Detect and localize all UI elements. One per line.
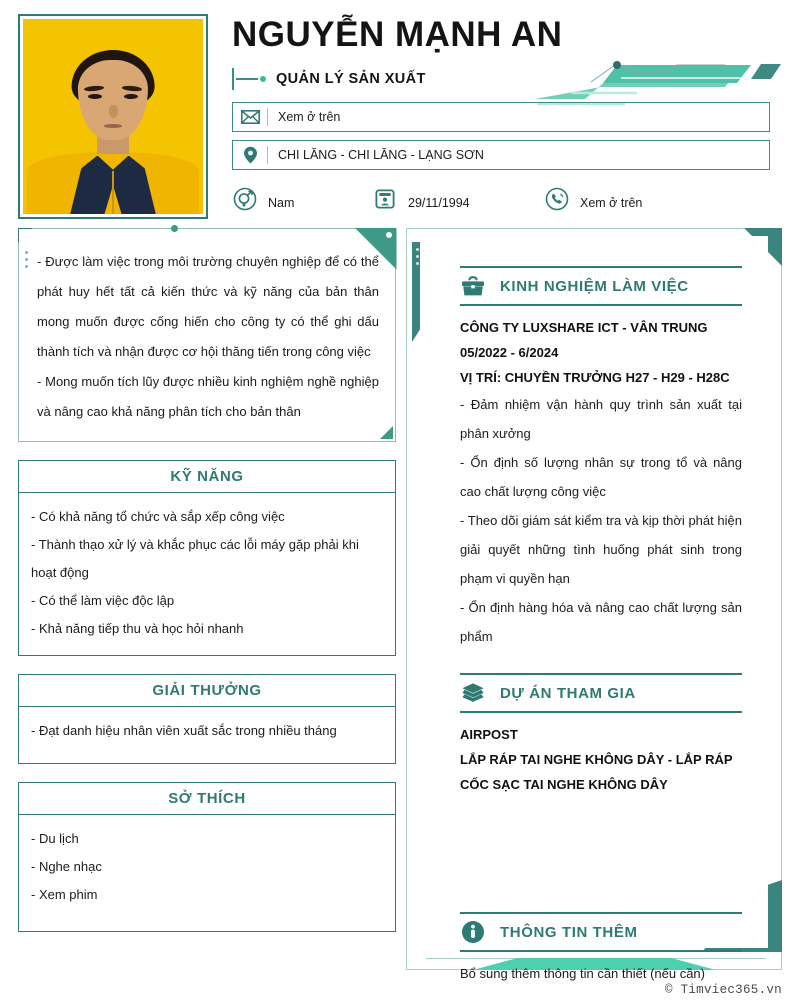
right-panel-content [420,236,768,981]
title-line-marker [236,78,258,80]
dotted-accent [25,251,28,272]
contact-address-row[interactable] [232,140,770,170]
experience-bullet: - Theo dõi giám sát kiểm tra và kịp thời phát hiện giải quyết những tình huống phát sinh trong phạm vi quyền hạn [460,513,742,586]
title-dot-marker [260,76,266,82]
calendar-icon [372,186,398,212]
hobbies-box [18,782,396,932]
briefcase-icon [460,276,486,297]
more-info-title: THÔNG TIN THÊM [500,923,638,941]
job-title-row [232,68,426,90]
phone-field[interactable] [544,178,646,212]
hobbies-title: SỞ THÍCH [19,783,395,815]
right-column [406,228,782,981]
awards-body [19,707,395,763]
objective-box [18,228,396,442]
address-value: CHI LĂNG - CHI LĂNG - LẠNG SƠN [278,148,484,162]
left-column [18,228,396,932]
phone-icon [544,186,570,212]
project-description: LẮP RÁP TAI NGHE KHÔNG DÂY - LẮP RÁP CỐC SẠC TAI NGHE KHÔNG DÂY [460,752,733,792]
list-item: - Khả năng tiếp thu và học hỏi nhanh [31,621,244,636]
experience-period: 05/2022 - 6/2024 [460,345,559,360]
top-notch-line [169,228,369,230]
birthdate-field[interactable] [372,178,474,212]
info-icon [460,920,486,944]
awards-title: GIẢI THƯỞNG [19,675,395,707]
list-item: - Nghe nhạc [31,859,102,874]
awards-box [18,674,396,764]
top-notch-dot [171,225,178,232]
footer-copyright: © Timviec365.vn [664,983,782,997]
experience-company: CÔNG TY LUXSHARE ICT - VÂN TRUNG [460,320,708,335]
list-item: - Du lịch [31,831,79,846]
experience-bullet: - Ổn định số lượng nhân sự trong tổ và nâng cao chất lượng công việc [460,455,742,499]
gender-icon [232,186,258,212]
objective-line-1: - Được làm việc trong môi trường chuyên nghiệp để có thể phát huy hết tất cả kiến thức và kỹ năng của bản thân mong muốn được cống hiến cho công ty có thể ghi dấu thành tích và nhận được cơ hội thăng tiến trong công việc [37,254,379,359]
photo-frame [18,14,208,219]
projects-section [420,651,768,797]
corner-dot [386,232,392,238]
layers-icon [460,682,486,704]
skills-body [19,493,395,655]
objective-line-2: - Mong muốn tích lũy được nhiều kinh nghiệm nghề nghiệp và nâng cao khả năng phân tích cho bản thân [37,374,379,419]
hobbies-body [19,815,395,931]
experience-bullet: - Ổn định hàng hóa và nâng cao chất lượng sản phẩm [460,600,742,644]
more-info-header [460,912,742,952]
skills-box [18,460,396,656]
list-item: - Xem phim [31,887,98,902]
cv-header [0,0,800,220]
gender-field[interactable] [232,178,298,212]
email-value: Xem ở trên [278,110,341,124]
mini-fields-row [232,178,777,214]
candidate-name: NGUYỄN MẠNH AN [232,15,563,54]
contact-email-row[interactable] [232,102,770,132]
corner-accent [18,228,32,230]
list-item: - Đạt danh hiệu nhân viên xuất sắc trong nhiều tháng [31,723,337,738]
project-name: AIRPOST [460,727,518,742]
projects-header [460,673,742,713]
dotted-accent [416,248,419,269]
birthdate-value: 29/11/1994 [408,196,470,210]
corner-accent [18,228,20,242]
more-info-section [420,797,768,987]
title-bar-marker [232,68,234,90]
list-item: - Có khả năng tổ chức và sắp xếp công việc [31,509,285,524]
experience-position: VỊ TRÍ: CHUYỀN TRƯỞNG H27 - H29 - H28C [460,370,730,385]
phone-value: Xem ở trên [580,196,643,210]
location-pin-icon [233,146,267,165]
list-item: - Có thể làm việc độc lập [31,593,175,608]
envelope-icon [233,110,267,124]
profile-photo [23,19,203,214]
list-item: - Thành thạo xử lý và khắc phục các lỗi máy gặp phải khi hoạt động [31,537,359,580]
experience-bullet: - Đảm nhiệm vận hành quy trình sản xuất tại phân xưởng [460,397,742,441]
experience-header [460,266,742,306]
corner-triangle-bottom-right [380,426,393,439]
gender-value: Nam [268,196,295,210]
experience-section [420,236,768,651]
experience-title: KINH NGHIỆM LÀM VIỆC [500,277,689,295]
skills-title: KỸ NĂNG [19,461,395,493]
job-title: QUẢN LÝ SẢN XUẤT [276,71,426,87]
more-info-text: Bổ sung thêm thông tin cần thiết (nếu cần) [460,966,705,981]
projects-title: DỰ ÁN THAM GIA [500,684,636,702]
